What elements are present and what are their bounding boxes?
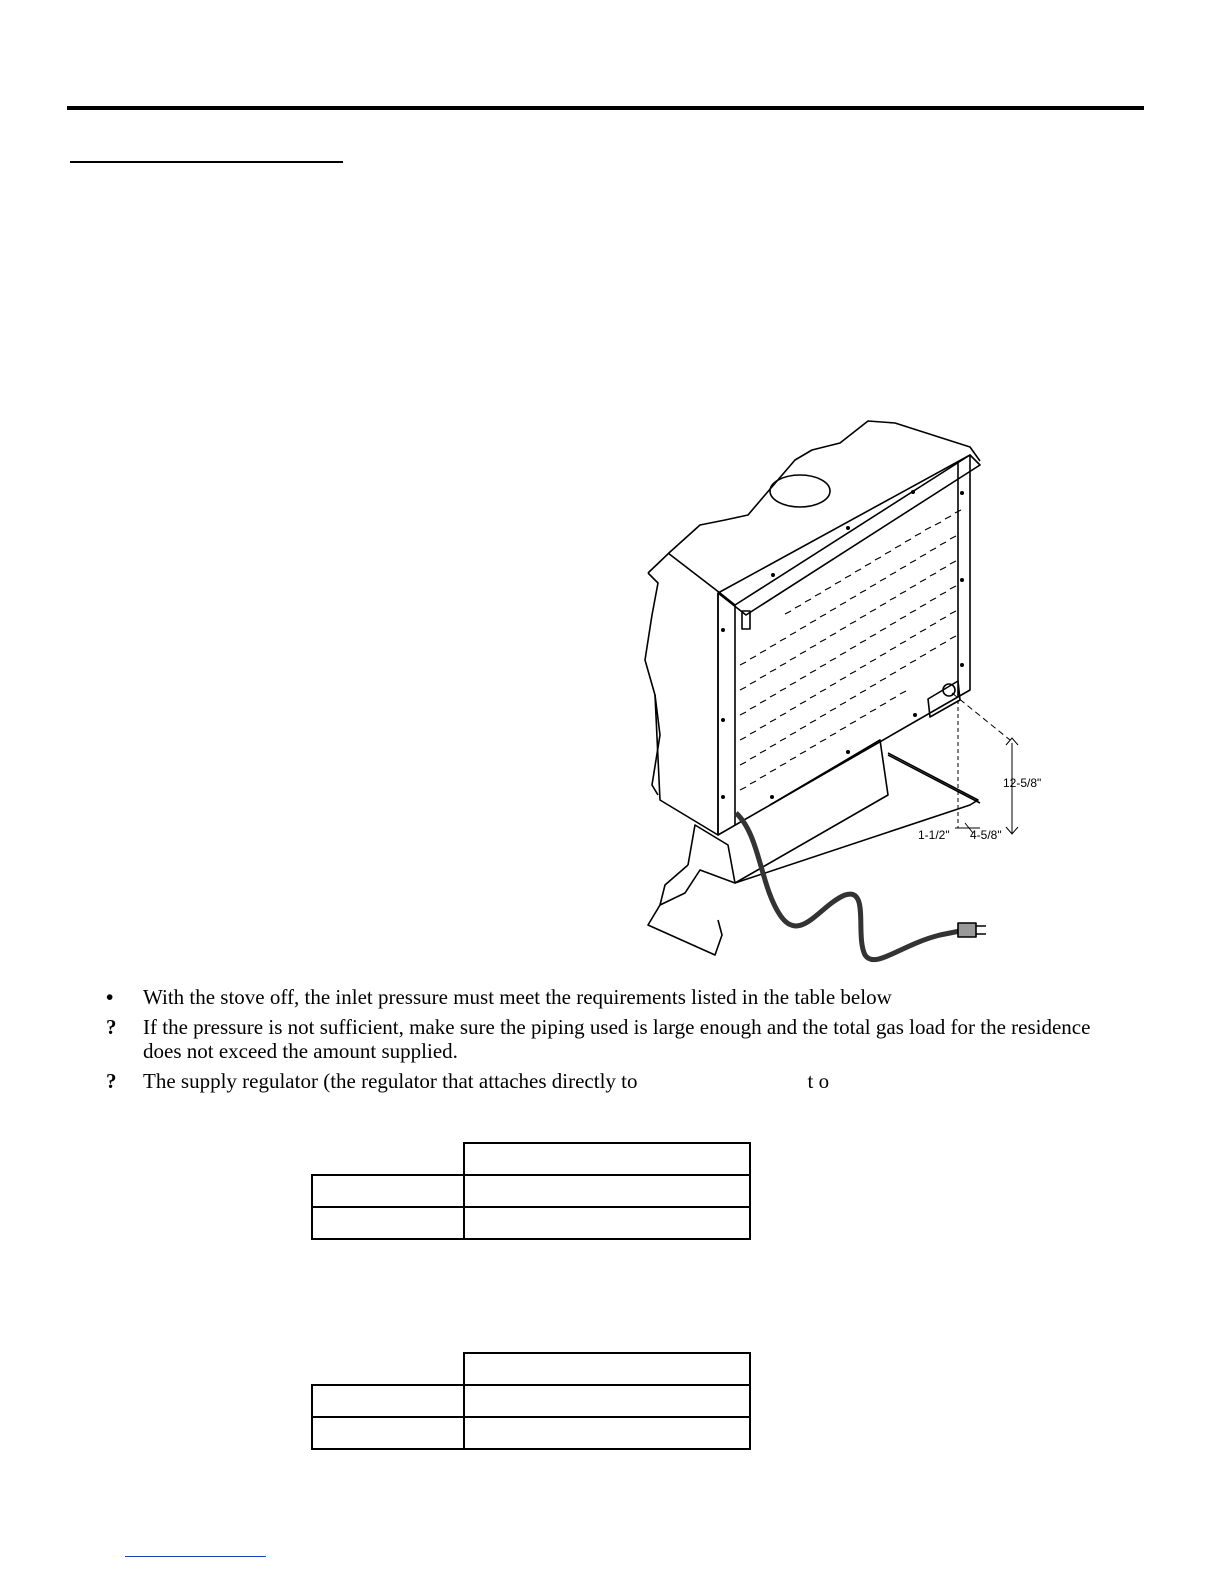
table-cell bbox=[464, 1385, 750, 1417]
table-cell bbox=[464, 1417, 750, 1449]
plug bbox=[958, 923, 976, 937]
bullet-marker: ? bbox=[106, 1069, 117, 1093]
list-item-text: The supply regulator (the regulator that attaches directly to bbox=[143, 1069, 638, 1093]
table-row bbox=[312, 1385, 750, 1417]
list-item-text-tail: t o bbox=[807, 1069, 830, 1093]
list-item bbox=[106, 1015, 1106, 1063]
table-header-row bbox=[312, 1353, 750, 1385]
pressure-table bbox=[311, 1352, 751, 1450]
table-header-cell bbox=[464, 1143, 750, 1175]
table-cell bbox=[312, 1207, 464, 1239]
table-row bbox=[312, 1175, 750, 1207]
stove-rear-view-diagram bbox=[640, 415, 1060, 970]
bullet-marker: ? bbox=[106, 1015, 117, 1039]
table-header-row bbox=[312, 1143, 750, 1175]
table-cell bbox=[464, 1175, 750, 1207]
table-cell bbox=[464, 1207, 750, 1239]
requirements-list bbox=[106, 985, 1106, 1099]
table-row bbox=[312, 1207, 750, 1239]
footer-link-underline[interactable] bbox=[125, 1556, 266, 1557]
bullet-marker: • bbox=[106, 985, 114, 1009]
vent-hole bbox=[770, 475, 830, 507]
table-cell bbox=[312, 1175, 464, 1207]
list-item-text: If the pressure is not sufficient, make sure the piping used is large enough and the total gas load for the residence does not exceed the amount supplied. bbox=[143, 1015, 1091, 1063]
pressure-table bbox=[311, 1142, 751, 1240]
section-title-underline bbox=[70, 161, 343, 163]
vent-slots bbox=[740, 510, 961, 790]
list-item bbox=[106, 985, 1106, 1009]
header-rule bbox=[67, 106, 1144, 110]
table-cell bbox=[312, 1385, 464, 1417]
stove-left-side bbox=[655, 593, 718, 835]
dimension-label-depth-offset: 4-5/8" bbox=[970, 828, 1002, 842]
list-item-text: With the stove off, the inlet pressure must meet the requirements listed in the table below bbox=[143, 985, 892, 1009]
table-header-cell bbox=[312, 1143, 464, 1175]
dimension-label-height: 12-5/8" bbox=[1003, 776, 1042, 790]
table-header-cell bbox=[312, 1353, 464, 1385]
list-item bbox=[106, 1069, 1106, 1093]
dimension-lines bbox=[952, 693, 1018, 834]
table-cell bbox=[312, 1417, 464, 1449]
table-header-cell bbox=[464, 1353, 750, 1385]
dimension-label-side-offset: 1-1/2" bbox=[918, 828, 950, 842]
table-row bbox=[312, 1417, 750, 1449]
stove-illustration bbox=[640, 415, 1060, 970]
